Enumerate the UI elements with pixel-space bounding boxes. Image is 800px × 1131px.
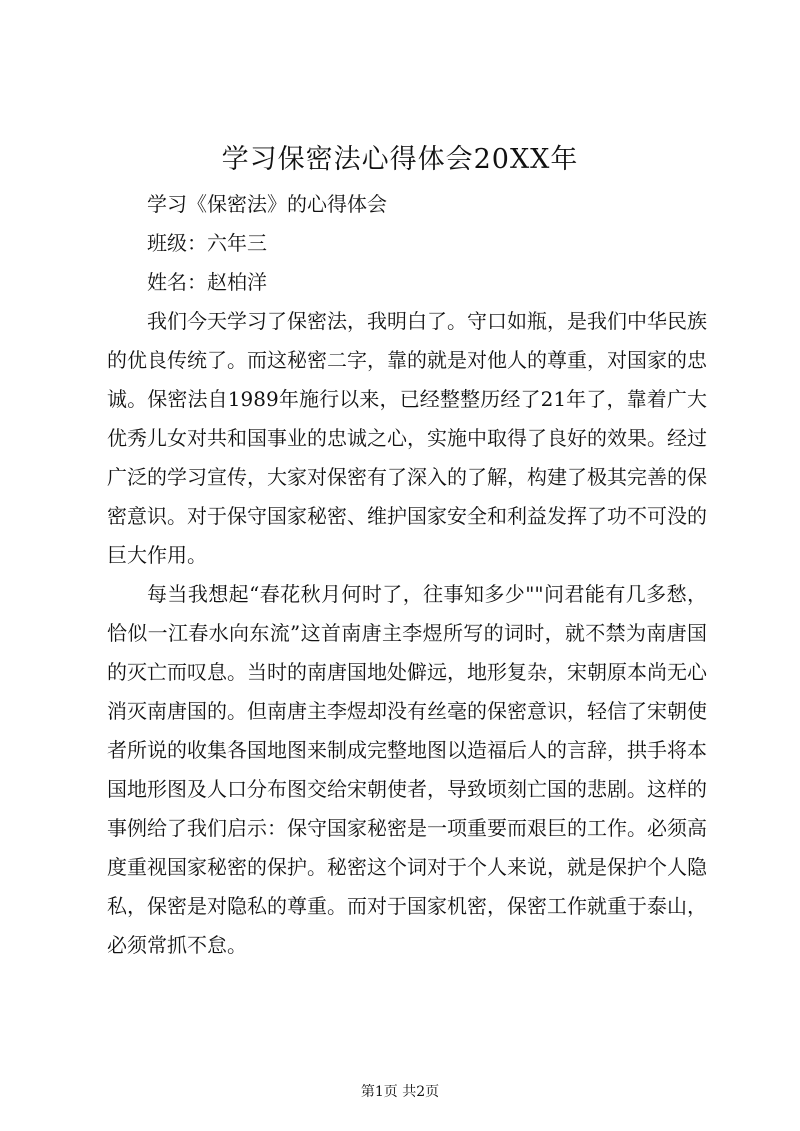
document-title: 学习保密法心得体会20XX年	[221, 144, 579, 175]
document-body	[107, 185, 707, 965]
name-line: 姓名：赵柏洋	[147, 270, 267, 294]
body-paragraph: 每当我想起“春花秋月何时了，往事知多少""问君能有几多愁，恰似一江春水向东流”这首南唐主李煜所写的词时，就不禁为南唐国的灭亡而叹息。当时的南唐国地处僻远，地形复杂，宋朝原本尚无心消灭南唐国的。但南唐主李煜却没有丝毫的保密意识，轻信了宋朝使者所说的收集各国地图来制成完整地图以造福后人的言辞，拱手将本国地形图及人口分布图交给宋朝使者，导致顷刻亡国的悲剧。这样的事例给了我们启示：保守国家秘密是一项重要而艰巨的工作。必须高度重视国家秘密的保护。秘密这个词对于个人来说，就是保护个人隐私，保密是对隐私的尊重。而对于国家机密，保密工作就重于泰山，必须常抓不怠。	[107, 582, 707, 957]
subtitle-line: 学习《保密法》的心得体会	[147, 192, 387, 216]
body-paragraph: 我们今天学习了保密法，我明白了。守口如瓶，是我们中华民族的优良传统了。而这秘密二字，靠的就是对他人的尊重，对国家的忠诚。保密法自1989年施行以来，已经整整历经了21年了，靠着广大优秀儿女对共和国事业的忠诚之心，实施中取得了良好的效果。经过广泛的学习宣传，大家对保密有了深入的了解，构建了极其完善的保密意识。对于保守国家秘密、维护国家安全和利益发挥了功不可没的巨大作用。	[107, 309, 707, 567]
page-footer: 第1页 共2页	[360, 1084, 440, 1100]
class-line: 班级：六年三	[147, 231, 267, 255]
